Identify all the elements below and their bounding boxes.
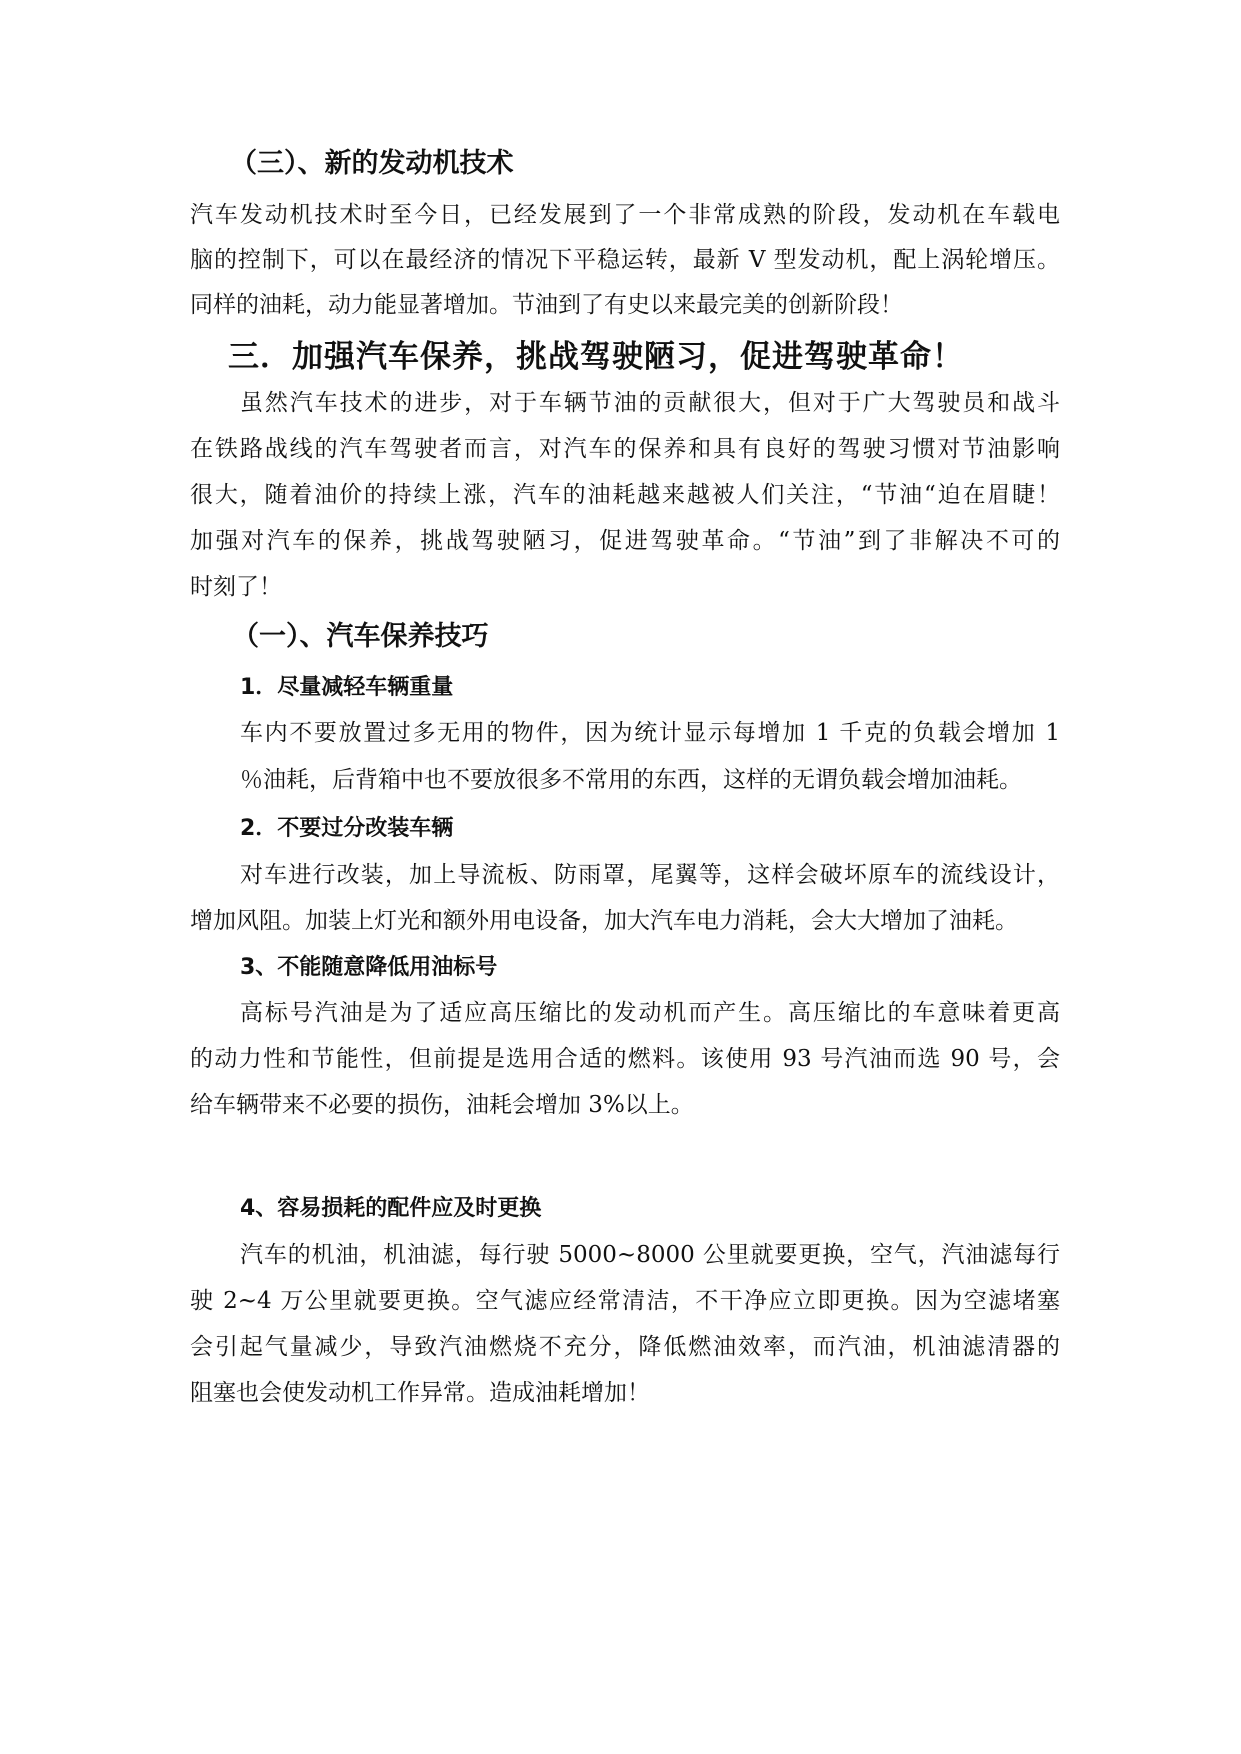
paragraph-line: 同样的油耗，动力能显著增加。节油到了有史以来最完美的创新阶段！ [190, 292, 903, 318]
paragraph-line: 增加风阻。加装上灯光和额外用电设备，加大汽车电力消耗，会大大增加了油耗。 [190, 908, 1018, 934]
item-heading-replace-parts: 4、容易损耗的配件应及时更换 [240, 1196, 542, 1221]
paragraph-line: 加强对汽车的保养，挑战驾驶陋习，促进驾驶革命。“节油”到了非解决不可的 [190, 528, 1060, 554]
item-heading-reduce-weight: 1．尽量减轻车辆重量 [240, 675, 454, 700]
paragraph-line: 汽车发动机技术时至今日，已经发展到了一个非常成熟的阶段，发动机在车载电 [190, 202, 1060, 228]
paragraph-line: 对车进行改装，加上导流板、防雨罩，尾翼等，这样会破坏原车的流线设计， [240, 862, 1060, 888]
paragraph-line: 脑的控制下，可以在最经济的情况下平稳运转，最新 V 型发动机，配上涡轮增压。 [190, 247, 1060, 273]
paragraph-line: 给车辆带来不必要的损伤，油耗会增加 3%以上。 [190, 1092, 694, 1118]
paragraph-line: 会引起气量减少，导致汽油燃烧不充分，降低燃油效率，而汽油，机油滤清器的 [190, 1334, 1060, 1360]
item-heading-fuel-grade: 3、不能随意降低用油标号 [240, 955, 498, 980]
section-heading-maintenance-tips: （一）、汽车保养技巧 [232, 621, 489, 652]
paragraph-line: 车内不要放置过多无用的物件，因为统计显示每增加 1 千克的负载会增加 1 [240, 720, 1060, 746]
paragraph-line: 阻塞也会使发动机工作异常。造成油耗增加！ [190, 1380, 650, 1406]
item-heading-no-modification: 2．不要过分改装车辆 [240, 816, 454, 841]
paragraph-line: 驶 2~4 万公里就要更换。空气滤应经常清洁，不干净应立即更换。因为空滤堵塞 [190, 1288, 1060, 1314]
paragraph-line: ％油耗，后背箱中也不要放很多不常用的东西，这样的无谓负载会增加油耗。 [240, 767, 1022, 793]
paragraph-line: 高标号汽油是为了适应高压缩比的发动机而产生。高压缩比的车意味着更高 [240, 1000, 1060, 1026]
paragraph-line: 虽然汽车技术的进步，对于车辆节油的贡献很大，但对于广大驾驶员和战斗 [240, 390, 1060, 416]
paragraph-line: 很大，随着油价的持续上涨，汽车的油耗越来越被人们关注，“节油“迫在眉睫！ [190, 482, 1060, 508]
paragraph-line: 时刻了！ [190, 574, 282, 600]
paragraph-line: 在铁路战线的汽车驾驶者而言，对汽车的保养和具有良好的驾驶习惯对节油影响 [190, 436, 1060, 462]
section-heading-engine-tech: （三）、新的发动机技术 [230, 148, 514, 179]
paragraph-line: 汽车的机油，机油滤，每行驶 5000~8000 公里就要更换，空气，汽油滤每行 [240, 1242, 1060, 1268]
chapter-heading-maintenance: 三．加强汽车保养，挑战驾驶陋习，促进驾驶革命！ [228, 339, 964, 375]
paragraph-line: 的动力性和节能性，但前提是选用合适的燃料。该使用 93 号汽油而选 90 号，会 [190, 1046, 1060, 1072]
